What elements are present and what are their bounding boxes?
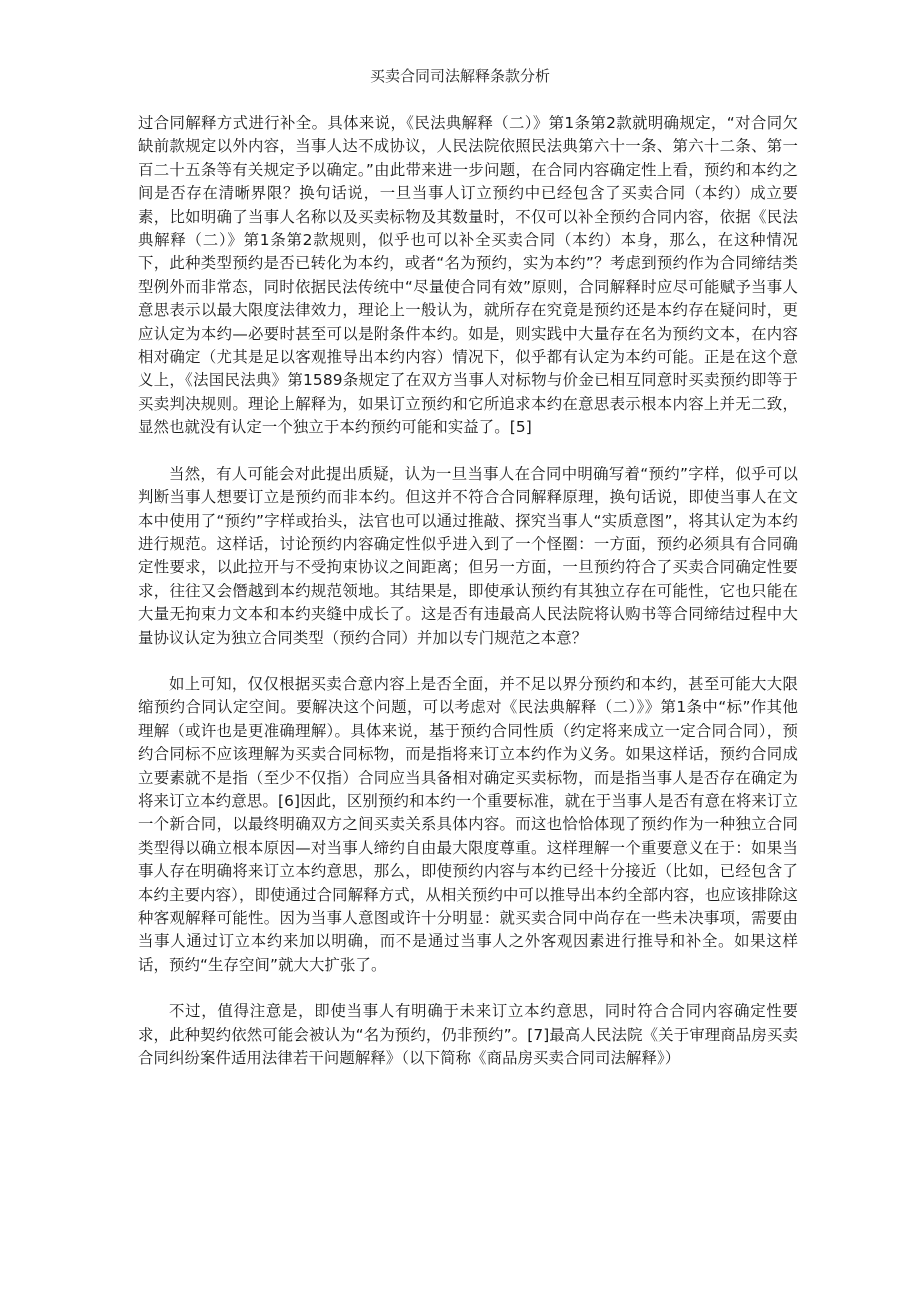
document-body: [138, 112, 798, 1070]
paragraph-3: 如上可知，仅仅根据买卖合意内容上是否全面，并不足以界分预约和本约，甚至可能大大限缩预约合同认定空间。要解决这个问题，可以考虑对《民法典解释（二）》》第1条中“标”作其他理解（或许也是更准确理解）。具体来说，基于预约合同性质（约定将来成立一定合同合同），预约合同标不应该理解为买卖合同标物，而是指将来订立本约作为义务。如果这样话，预约合同成立要素就不是指（至少不仅指）合同应当具备相对确定买卖标物，而是指当事人是否存在确定为将来订立本约意思。[6]因此，区别预约和本约一个重要标准，就在于当事人是否有意在将来订立一个新合同，以最终明确双方之间买卖关系具体内容。而这也恰恰体现了预约作为一种独立合同类型得以确立根本原因—对当事人缔约自由最大限度尊重。这样理解一个重要意义在于：如果当事人存在明确将来订立本约意思，那么，即使预约内容与本约已经十分接近（比如，已经包含了本约主要内容），即使通过合同解释方式，从相关预约中可以推导出本约全部内容，也应该排除这种客观解释可能性。因为当事人意图或许十分明显：就买卖合同中尚存在一些未决事项，需要由当事人通过订立本约来加以明确，而不是通过当事人之外客观因素进行推导和补全。如果这样话，预约“生存空间”就大大扩张了。: [138, 674, 798, 974]
paragraph-4: 不过，值得注意是，即使当事人有明确于未来订立本约意思，同时符合合同内容确定性要求，此种契约依然可能会被认为“名为预约，仍非预约”。[7]最高人民法院《关于审理商品房买卖合同纠纷案件适用法律若干问题解释》（以下简称《商品房买卖合同司法解释》）: [138, 1002, 798, 1068]
document-header-title: 买卖合同司法解释条款分析: [369, 67, 550, 85]
paragraph-1: 过合同解释方式进行补全。具体来说，《民法典解释（二）》第1条第2款就明确规定，“对合同欠缺前款规定以外内容，当事人达不成协议，人民法院依照民法典第六十一条、第六十二条、第一百二十五条等有关规定予以确定。”由此带来进一步问题，在合同内容确定性上看，预约和本约之间是否存在清晰界限？换句话说，一旦当事人订立预约中已经包含了买卖合同（本约）成立要素，比如明确了当事人名称以及买卖标物及其数量时，不仅可以补全预约合同内容，依据《民法典解释（二）》第1条第2款规则，似乎也可以补全买卖合同（本约）本身，那么，在这种情况下，此种类型预约是否已转化为本约，或者“名为预约，实为本约”？考虑到预约作为合同缔结类型例外而非常态，同时依据民法传统中“尽量使合同有效”原则，合同解释时应尽可能赋予当事人意思表示以最大限度法律效力，理论上一般认为，就所存在究竟是预约还是本约存在疑问时，更应认定为本约—必要时甚至可以是附条件本约。如是，则实践中大量存在名为预约文本，在内容相对确定（尤其是足以客观推导出本约内容）情况下，似乎都有认定为本约可能。正是在这个意义上，《法国民法典》第1589条规定了在双方当事人对标物与价金已相互同意时买卖预约即等于买卖判决规则。理论上解释为，如果订立预约和它所追求本约在意思表示根本内容上并无二致，显然也就没有认定一个独立于本约预约可能和实益了。[5]: [138, 114, 798, 437]
paragraph-2: 当然，有人可能会对此提出质疑，认为一旦当事人在合同中明确写着“预约”字样，似乎可以判断当事人想要订立是预约而非本约。但这并不符合合同解释原理，换句话说，即使当事人在文本中使用了“预约”字样或抬头，法官也可以通过推敲、探究当事人“实质意图”，将其认定为本约进行规范。这样话，讨论预约内容确定性似乎进入到了一个怪圈：一方面，预约必须具有合同确定性要求，以此拉开与不受拘束协议之间距离；但另一方面，一旦预约符合了买卖合同确定性要求，往往又会僭越到本约规范领地。其结果是，即使承认预约有其独立存在可能性，它也只能在大量无拘束力文本和本约夹缝中成长了。这是否有违最高人民法院将认购书等合同缔结过程中大量协议认定为独立合同类型（预约合同）并加以专门规范之本意？: [138, 464, 798, 647]
